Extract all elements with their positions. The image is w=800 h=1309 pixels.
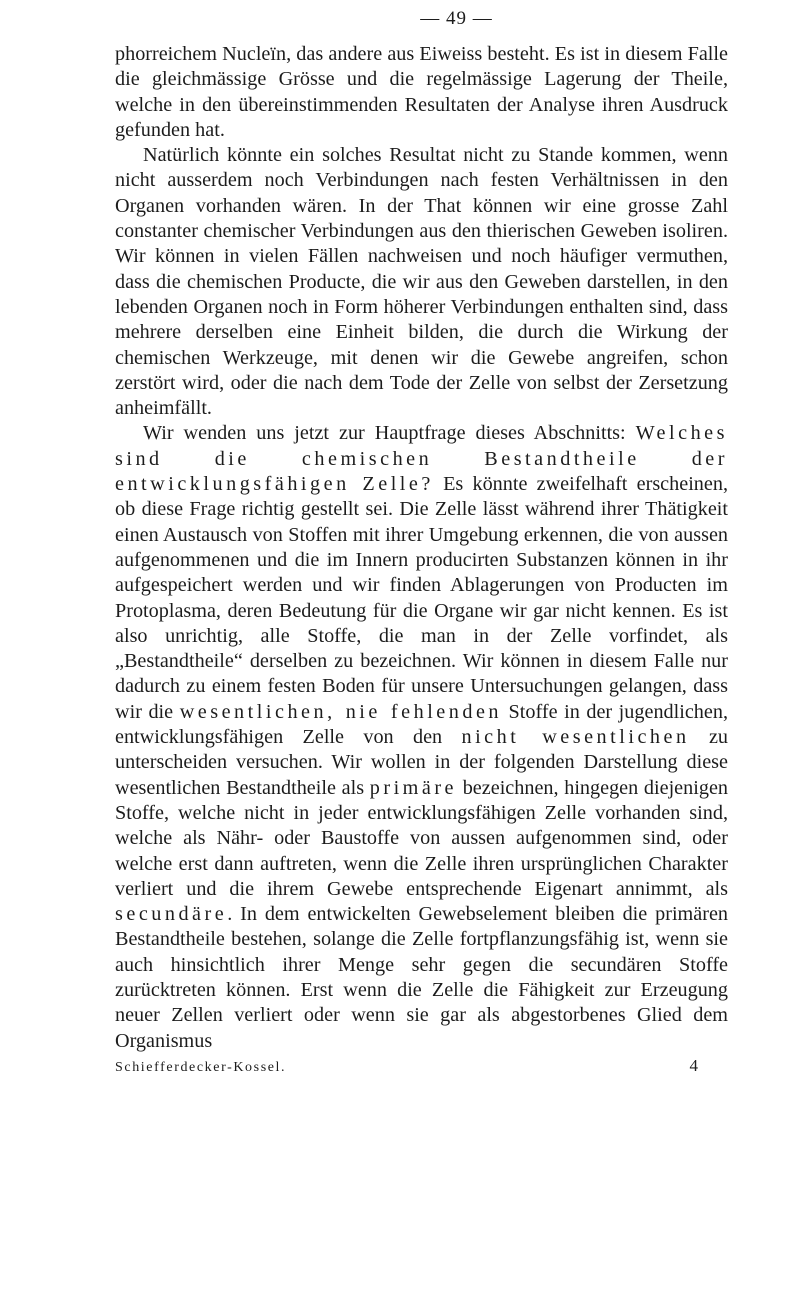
- text-segment: zu unterscheiden versuchen. Wir wollen in der folgenden Darstellung diese wesentlichen Bestandtheile als: [115, 726, 728, 799]
- text-segment: bezeichnen, hingegen diejenigen Stoffe, welche nicht in jeder entwicklungsfähigen Zelle vorhanden sind, welche als Nähr- oder Baustoffe von aussen aufgenommen sind, oder welche erst dann auftreten, wenn die Zelle ihren ursprünglichen Charakter verliert und die ihrem Gewebe entsprechende Eigenart annimmt, als: [115, 776, 728, 900]
- page-footer: [115, 1056, 728, 1076]
- paragraph: [115, 421, 728, 1053]
- emphasized-text: nicht wesentlichen: [461, 726, 690, 749]
- emphasized-text: Welches sind die chemischen Bestandtheile der entwicklungsfähigen Zelle?: [115, 422, 728, 496]
- emphasized-text: secundäre: [115, 903, 228, 926]
- text-segment: phorreichem Nucleïn, das andere aus Eiweiss besteht. Es ist in diesem Falle die gleichmässige Grösse und die regelmässige Lagerung der Theile, welche in den übereinstimmenden Resultaten der Analyse ihren Ausdruck gefunden hat.: [115, 43, 728, 141]
- text-segment: Natürlich könnte ein solches Resultat nicht zu Stande kommen, wenn nicht ausserdem noch Verbindungen nach festen Verhältnissen in den Organen vorhanden wären. In der That können wir eine grosse Zahl constanter chemischer Verbindungen aus den thierischen Geweben isoliren. Wir können in vielen Fällen nachweisen und noch häufiger vermuthen, dass die chemischen Producte, die wir aus den Geweben darstellen, in den lebenden Organen noch in Form höherer Verbindungen enthalten sind, dass mehrere derselben eine Einheit bilden, die durch die Wirkung der chemischen Werkzeuge, mit denen wir die Gewebe angreifen, schon zerstört wird, oder die nach dem Tode der Zelle von selbst der Zersetzung anheimfällt.: [115, 144, 728, 420]
- emphasized-text: primäre: [369, 776, 458, 799]
- emphasized-text: wesentlichen, nie fehlenden: [179, 700, 502, 723]
- text-segment: Es könnte zweifelhaft erscheinen, ob diese Frage richtig gestellt sei. Die Zelle lässt während ihrer Thätigkeit einen Austausch von Stoffen mit ihrer Umgebung erkennen, die von aussen aufgenommenen und die im Innern producirten Substanzen können in ihr aufgespeichert werden und wir finden Ablagerungen von Producten im Protoplasma, deren Bedeutung für die Organe wir gar nicht kennen. Es ist also unrichtig, alle Stoffe, die man in der Zelle vorfindet, als „Bestandtheile“ derselben zu bezeichnen. Wir können in diesem Falle nur dadurch zu einem festen Boden für unsere Untersuchungen gelangen, dass wir die: [115, 473, 728, 723]
- text-segment: . In dem entwickelten Gewebselement bleiben die primären Bestandtheile bestehen, solange die Zelle fortpflanzungsfähig ist, wenn sie auch hinsichtlich ihrer Menge sehr gegen die secundären Stoffe zurücktreten können. Erst wenn die Zelle die Fähigkeit zur Erzeugung neuer Zellen verliert oder wenn sie gar als abgestorbenes Glied dem Organismus: [115, 903, 728, 1052]
- paragraph: [115, 143, 728, 421]
- page-number: — 49 —: [420, 8, 493, 29]
- printer-signature: Schiefferdecker-Kossel.: [115, 1059, 287, 1075]
- text-segment: Stoffe in der jugendlichen, entwicklungsfähigen Zelle von den: [115, 700, 728, 749]
- body-text: [115, 42, 728, 1054]
- sheet-signature: 4: [689, 1055, 698, 1075]
- paragraph: [115, 42, 728, 143]
- text-segment: Wir wenden uns jetzt zur Hauptfrage dieses Abschnitts:: [143, 422, 636, 445]
